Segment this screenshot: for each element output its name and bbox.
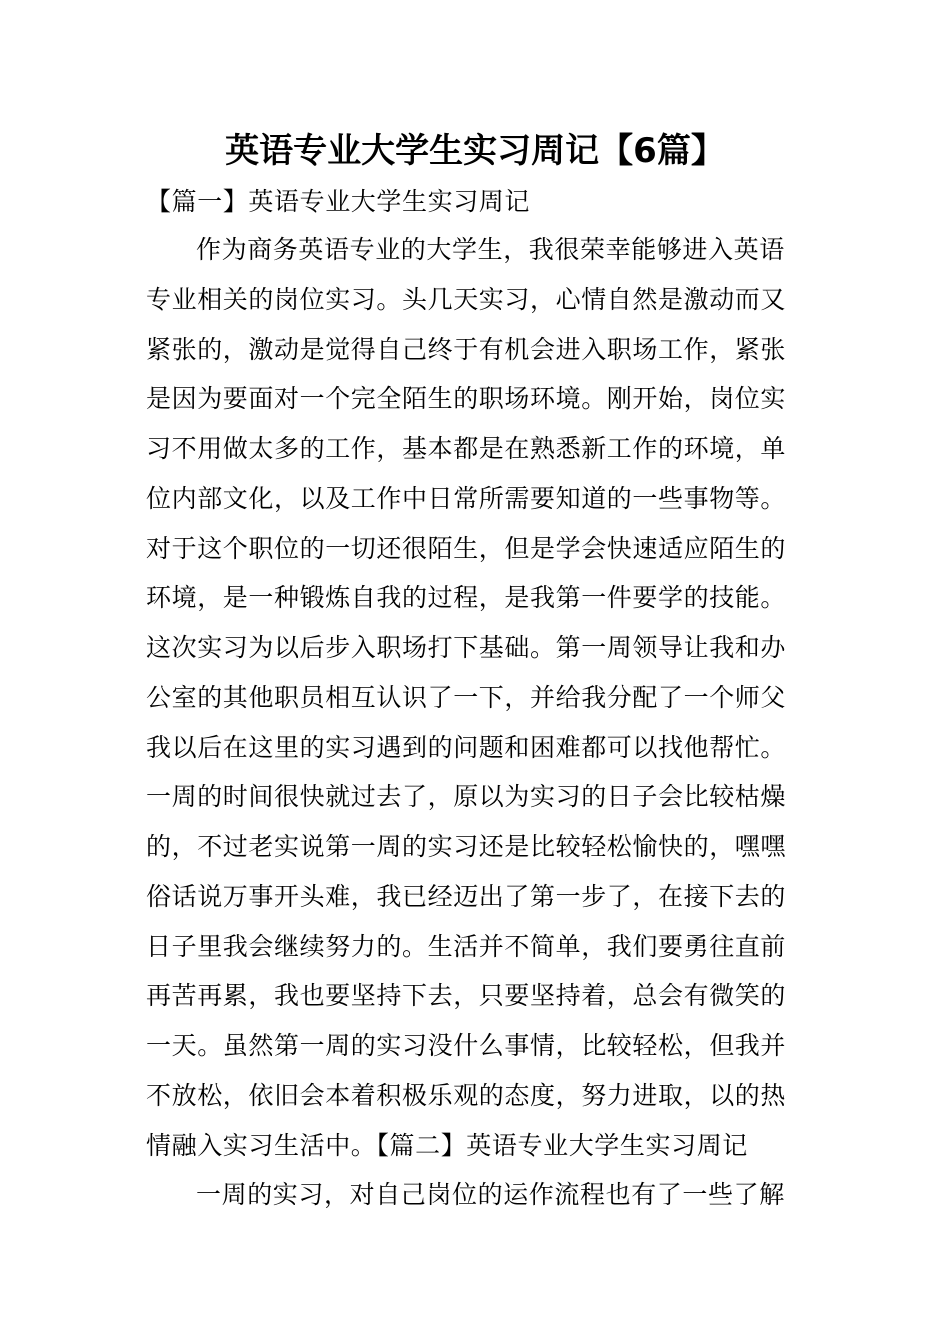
- paragraph-line-with-section-heading-2: 情融入实习生活中。【篇二】英语专业大学生实习周记: [146, 1131, 748, 1160]
- paragraph-line: 一周的时间很快就过去了，原以为实习的日子会比较枯燥: [146, 782, 787, 811]
- paragraph-line: 再苦再累，我也要坚持下去，只要坚持着，总会有微笑的: [146, 981, 787, 1010]
- paragraph-line: 一周的实习，对自己岗位的运作流程也有了一些了解: [196, 1180, 785, 1209]
- paragraph-line: 专业相关的岗位实习。头几天实习，心情自然是激动而又: [146, 285, 787, 314]
- section-heading-1: 【篇一】英语专业大学生实习周记: [146, 187, 531, 216]
- paragraph-line: 一天。虽然第一周的实习没什么事情，比较轻松，但我并: [146, 1031, 787, 1060]
- document-title: 英语专业大学生实习周记【6篇】: [225, 131, 725, 171]
- paragraph-line: 公室的其他职员相互认识了一下，并给我分配了一个师父: [146, 683, 787, 712]
- paragraph-line: 不放松，依旧会本着积极乐观的态度，努力进取，以的热: [146, 1081, 787, 1110]
- paragraph-line: 俗话说万事开头难，我已经迈出了第一步了，在接下去的: [146, 882, 787, 911]
- paragraph-line: 的，不过老实说第一周的实习还是比较轻松愉快的，嘿嘿: [146, 832, 787, 861]
- paragraph-line: 紧张的，激动是觉得自己终于有机会进入职场工作，紧张: [146, 335, 787, 364]
- paragraph-line: 是因为要面对一个完全陌生的职场环境。刚开始，岗位实: [146, 384, 787, 413]
- paragraph-line: 我以后在这里的实习遇到的问题和困难都可以找他帮忙。: [146, 733, 787, 762]
- paragraph-line: 这次实习为以后步入职场打下基础。第一周领导让我和办: [146, 633, 787, 662]
- paragraph-line: 日子里我会继续努力的。生活并不简单，我们要勇往直前: [146, 932, 787, 961]
- paragraph-line: 作为商务英语专业的大学生，我很荣幸能够进入英语: [196, 235, 785, 264]
- paragraph-line: 习不用做太多的工作，基本都是在熟悉新工作的环境，单: [146, 434, 787, 463]
- paragraph-line: 位内部文化，以及工作中日常所需要知道的一些事物等。: [146, 484, 787, 513]
- paragraph-line: 对于这个职位的一切还很陌生，但是学会快速适应陌生的: [146, 534, 787, 563]
- paragraph-line: 环境，是一种锻炼自我的过程，是我第一件要学的技能。: [146, 583, 787, 612]
